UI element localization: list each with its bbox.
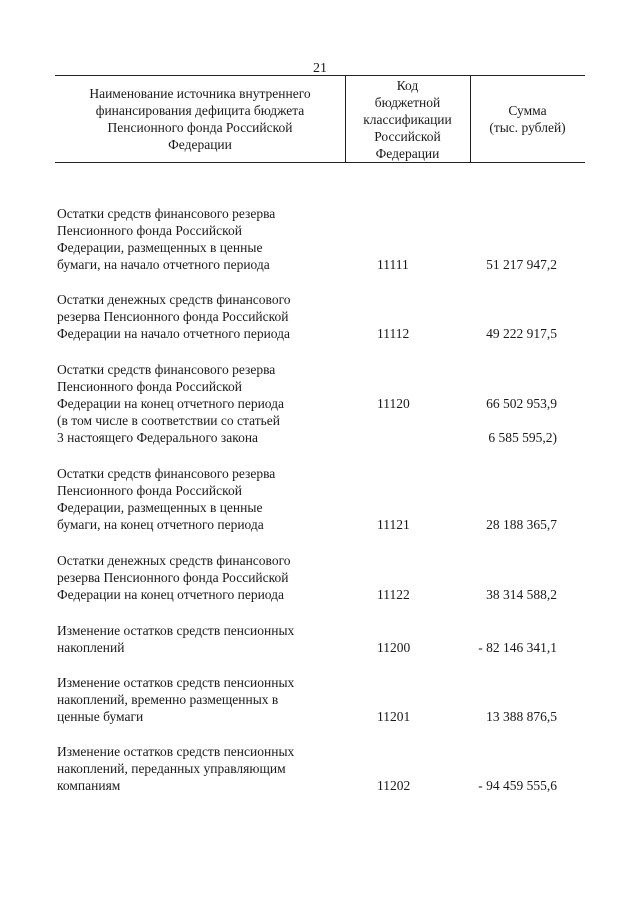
row-name: Изменение остатков средств пенсионных накоплений, временно размещенных в ценные бумаги <box>57 675 295 724</box>
row-code: 11122 <box>377 587 410 602</box>
header-source-name-text: Наименование источника внутреннего финансирования дефицита бюджета Пенсионного фонда Российской Федерации <box>89 86 311 152</box>
row-amount: 28 188 365,7 <box>486 517 557 532</box>
row-amount: 51 217 947,2 <box>486 257 557 272</box>
row-code: 11201 <box>377 709 411 724</box>
header-classification-code <box>345 76 471 162</box>
row-amount: 49 222 917,5 <box>486 326 557 341</box>
row-name: Изменение остатков средств пенсионных накоплений, переданных управляющим компаниям <box>57 744 295 793</box>
row-amount: 13 388 876,5 <box>486 709 557 724</box>
row-name: Остатки денежных средств финансового резерва Пенсионного фонда Российской Федерации на конец отчетного периода <box>57 553 291 602</box>
table-header <box>55 75 585 163</box>
row-name: Остатки средств финансового резерва Пенсионного фонда Российской Федерации, размещенных в ценные бумаги, на начало отчетного периода <box>57 206 276 272</box>
header-classification-code-text: Код бюджетной классификации Российской Федерации <box>363 77 452 161</box>
row-amount: 38 314 588,2 <box>486 587 557 602</box>
row-amount: - 94 459 555,6 <box>478 778 557 793</box>
row-code: 11120 <box>377 396 410 411</box>
row-code: 11121 <box>377 517 410 532</box>
header-amount <box>470 76 585 162</box>
header-amount-text: Сумма (тыс. рублей) <box>489 103 566 135</box>
row-name: Остатки средств финансового резерва Пенсионного фонда Российской Федерации, размещенных в ценные бумаги, на конец отчетного периода <box>57 466 276 532</box>
row-code: 11111 <box>377 257 409 272</box>
page-number: 21 <box>313 61 327 76</box>
row-name: Остатки средств финансового резерва Пенсионного фонда Российской Федерации на конец отчетного периода (в том числе в соответствии со статьей 3 настоящего Федерального закона <box>57 362 285 445</box>
row-amount: - 82 146 341,1 <box>478 640 557 655</box>
row-code: 11200 <box>377 640 411 655</box>
row-name: Остатки денежных средств финансового резерва Пенсионного фонда Российской Федерации на начало отчетного периода <box>57 292 291 341</box>
row-amount: 66 502 953,9 <box>486 396 557 411</box>
header-source-name <box>55 76 346 162</box>
row-code: 11202 <box>377 778 411 793</box>
row-name: Изменение остатков средств пенсионных накоплений <box>57 623 295 655</box>
row-amount-secondary: 6 585 595,2) <box>488 430 557 445</box>
row-code: 11112 <box>377 326 410 341</box>
